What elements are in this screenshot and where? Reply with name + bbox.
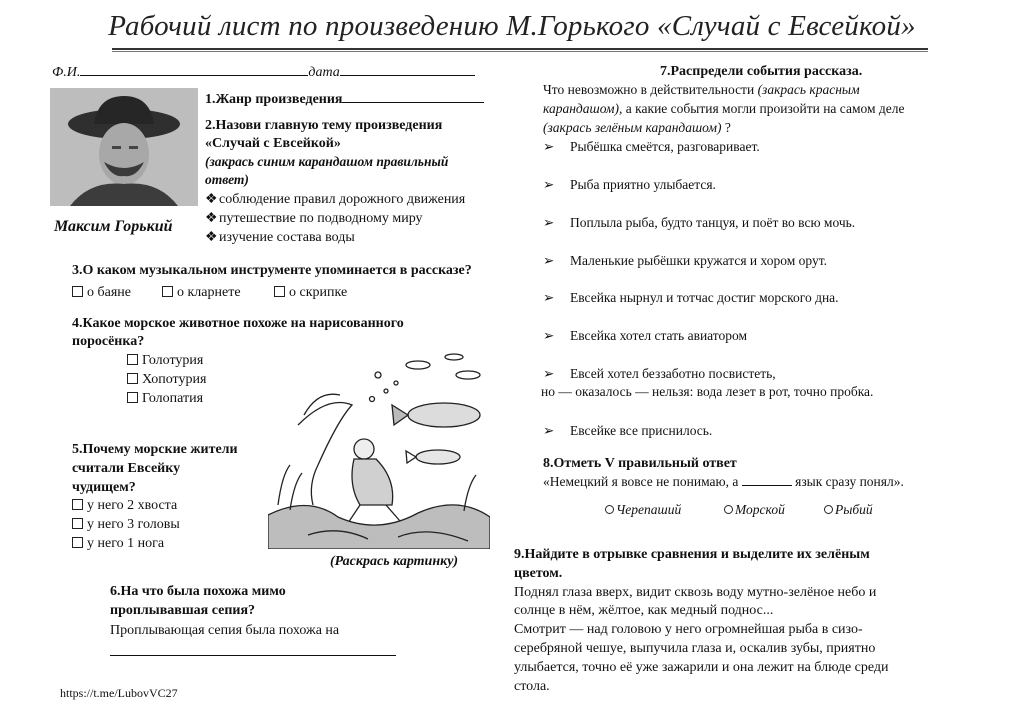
q7-title: 7.Распредели события рассказа.: [660, 64, 863, 79]
q7-intro-1a: Что невозможно в действительности: [543, 82, 755, 97]
name-label: Ф.И.: [52, 65, 81, 80]
q4-option-label: Хопотурия: [142, 372, 207, 387]
q7-intro-3b: ?: [724, 120, 731, 135]
footer-link[interactable]: https://t.me/LubovVC27: [60, 686, 178, 700]
q4-title-1: 4.Какое морское животное похоже на нарисованного: [72, 316, 404, 331]
q8-quote-start: «Немецкий я вовсе не понимаю, а: [543, 474, 739, 489]
q6-title-2: проплывавшая сепия?: [110, 603, 256, 618]
q9-text-line[interactable]: стола.: [514, 679, 550, 694]
checkbox-icon: [72, 286, 83, 297]
checkbox-icon: [162, 286, 173, 297]
q4-title-2: поросёнка?: [72, 334, 145, 349]
q7-event[interactable]: [543, 252, 827, 270]
q3-option-label: о баяне: [87, 285, 131, 300]
q7-event[interactable]: [543, 138, 760, 156]
gorky-portrait: [50, 88, 198, 206]
q5-option-label: у него 1 нога: [87, 536, 165, 551]
title-underline: [112, 48, 928, 50]
arrow-bullet-icon: ➢: [543, 253, 555, 268]
diamond-bullet-icon: ❖: [205, 230, 218, 245]
q2-option[interactable]: [205, 210, 423, 228]
radio-icon: [605, 505, 614, 514]
checkbox-icon: [127, 392, 138, 403]
q7-event[interactable]: [543, 422, 712, 440]
q2-title-2: «Случай с Евсейкой»: [205, 136, 341, 151]
q7-intro-1: [543, 81, 860, 99]
q5-option-label: у него 2 хвоста: [87, 498, 178, 513]
q9-text-line[interactable]: солнце в нём, жёлтое, как медный поднос...: [514, 603, 774, 618]
illustration-image: [268, 345, 490, 549]
q7-intro-2a: карандашом),: [543, 101, 623, 116]
q7-intro-2: [543, 100, 905, 118]
date-label: дата: [308, 65, 340, 80]
radio-icon: [824, 505, 833, 514]
q1-answer-line[interactable]: [342, 90, 484, 103]
q7-event[interactable]: [543, 327, 747, 345]
underwater-illustration[interactable]: [268, 345, 490, 549]
q3-option[interactable]: [274, 284, 347, 302]
q8-option[interactable]: [724, 501, 785, 519]
arrow-bullet-icon: ➢: [543, 366, 555, 381]
q7-event[interactable]: [543, 214, 855, 232]
q7-event-label: Евсейка нырнул и тотчас достиг морского дна.: [570, 290, 839, 305]
q7-event[interactable]: [543, 176, 716, 194]
q7-intro-1b: (закрась красным: [757, 82, 860, 97]
q2-option-label: изучение состава воды: [219, 230, 355, 245]
q5-title-2: считали Евсейку: [72, 461, 181, 476]
q4-option-label: Голопатия: [142, 391, 204, 406]
q5-title-3: чудищем?: [72, 480, 136, 495]
q7-event-continuation: но — оказалось — нельзя: вода лезет в рот, точно пробка.: [541, 384, 874, 399]
q7-event-label: Маленькие рыбёшки кружатся и хором орут.: [570, 253, 828, 268]
q8-title: 8.Отметь V правильный ответ: [543, 456, 737, 471]
q4-option[interactable]: [127, 390, 203, 408]
arrow-bullet-icon: ➢: [543, 177, 555, 192]
q2-option[interactable]: [205, 191, 465, 209]
q2-hint-1: (закрась синим карандашом правильный: [205, 154, 449, 169]
q1: [205, 90, 484, 109]
q2-option-label: путешествие по подводному миру: [219, 211, 423, 226]
q4-option[interactable]: [127, 371, 206, 389]
q7-event[interactable]: [543, 289, 839, 307]
q9-text-line[interactable]: Поднял глаза вверх, видит сквозь воду мутно-зелёное небо и: [514, 585, 877, 600]
illustration-caption: (Раскрась картинку): [330, 554, 459, 569]
checkbox-icon: [72, 518, 83, 529]
arrow-bullet-icon: ➢: [543, 215, 555, 230]
checkbox-icon: [72, 499, 83, 510]
q2-title-1: 2.Назови главную тему произведения: [205, 118, 443, 133]
q9-title-2: цветом.: [514, 566, 563, 581]
q4-option[interactable]: [127, 352, 203, 370]
q9-title-1: 9.Найдите в отрывке сравнения и выделите их зелёным: [514, 547, 870, 562]
arrow-bullet-icon: ➢: [543, 139, 555, 154]
q7-event-label: Евсейке все приснилось.: [570, 423, 713, 438]
q7-event-label: Евсей хотел беззаботно посвистеть,: [570, 366, 776, 381]
diamond-bullet-icon: ❖: [205, 211, 218, 226]
q8-quote-end: язык сразу понял».: [795, 474, 904, 489]
q3-option[interactable]: [162, 284, 241, 302]
q7-event-label: Рыбёшка смеётся, разговаривает.: [570, 139, 760, 154]
q7-event-label: Поплыла рыба, будто танцуя, и поёт во всю мочь.: [570, 215, 856, 230]
arrow-bullet-icon: ➢: [543, 290, 555, 305]
q5-option-label: у него 3 головы: [87, 517, 180, 532]
checkbox-icon: [274, 286, 285, 297]
checkbox-icon: [127, 373, 138, 384]
q8-option-label: Морской: [735, 502, 785, 517]
q5-option[interactable]: [72, 516, 180, 534]
name-field[interactable]: [80, 63, 308, 76]
radio-icon: [724, 505, 733, 514]
q2-option-label: соблюдение правил дорожного движения: [219, 192, 466, 207]
q8-quote: [543, 473, 904, 491]
title-underline-thin: [112, 51, 928, 52]
q7-intro-2b: а какие события могли произойти на самом деле: [625, 101, 905, 116]
date-field[interactable]: [340, 63, 475, 76]
q6-text: Проплывающая сепия была похожа на: [110, 623, 340, 638]
q7-intro-3a: (закрась зелёным карандашом): [543, 120, 722, 135]
q9-text-line[interactable]: улыбается, точно её уже зажарили и она лежит на блюде среди: [514, 660, 889, 675]
q8-option[interactable]: [605, 501, 681, 519]
q3-option[interactable]: [72, 284, 131, 302]
q7-event-label: Рыба приятно улыбается.: [570, 177, 716, 192]
q3-option-label: о кларнете: [177, 285, 241, 300]
arrow-bullet-icon: ➢: [543, 423, 555, 438]
q3-title: 3.О каком музыкальном инструменте упоминается в рассказе?: [72, 263, 472, 278]
q4-option-label: Голотурия: [142, 353, 204, 368]
diamond-bullet-icon: ❖: [205, 192, 218, 207]
q1-text: 1.Жанр произведения: [205, 92, 343, 107]
q5-option[interactable]: [72, 535, 164, 553]
arrow-bullet-icon: ➢: [543, 328, 555, 343]
checkbox-icon: [127, 354, 138, 365]
q5-title-1: 5.Почему морские жители: [72, 442, 238, 457]
name-date-row: [52, 63, 475, 82]
q8-option[interactable]: [824, 501, 873, 519]
q3-option-label: о скрипке: [289, 285, 348, 300]
portrait-caption: Максим Горький: [54, 218, 173, 235]
q7-intro-3: [543, 119, 731, 137]
q6-title-1: 6.На что была похожа мимо: [110, 584, 286, 599]
q2-hint-2: ответ): [205, 172, 249, 187]
q9-text-line[interactable]: серебряной чешуе, выпучила глаза и, оскалив зубы, приятно: [514, 641, 876, 656]
portrait-image: [50, 88, 198, 206]
q7-event-label: Евсейка хотел стать авиатором: [570, 328, 748, 343]
checkbox-icon: [72, 537, 83, 548]
q8-option-label: Черепаший: [616, 502, 682, 517]
q5-option[interactable]: [72, 497, 177, 515]
q6-answer-line[interactable]: [110, 655, 396, 656]
q9-text-line[interactable]: Смотрит — над головою у него огромнейшая рыба в сизо-: [514, 622, 863, 637]
page-title: Рабочий лист по произведению М.Горького «Случай с Евсейкой»: [108, 10, 916, 42]
q7-event[interactable]: [543, 365, 776, 383]
q8-answer-blank[interactable]: [742, 473, 792, 486]
q2-option[interactable]: [205, 229, 355, 247]
q8-option-label: Рыбий: [835, 502, 873, 517]
